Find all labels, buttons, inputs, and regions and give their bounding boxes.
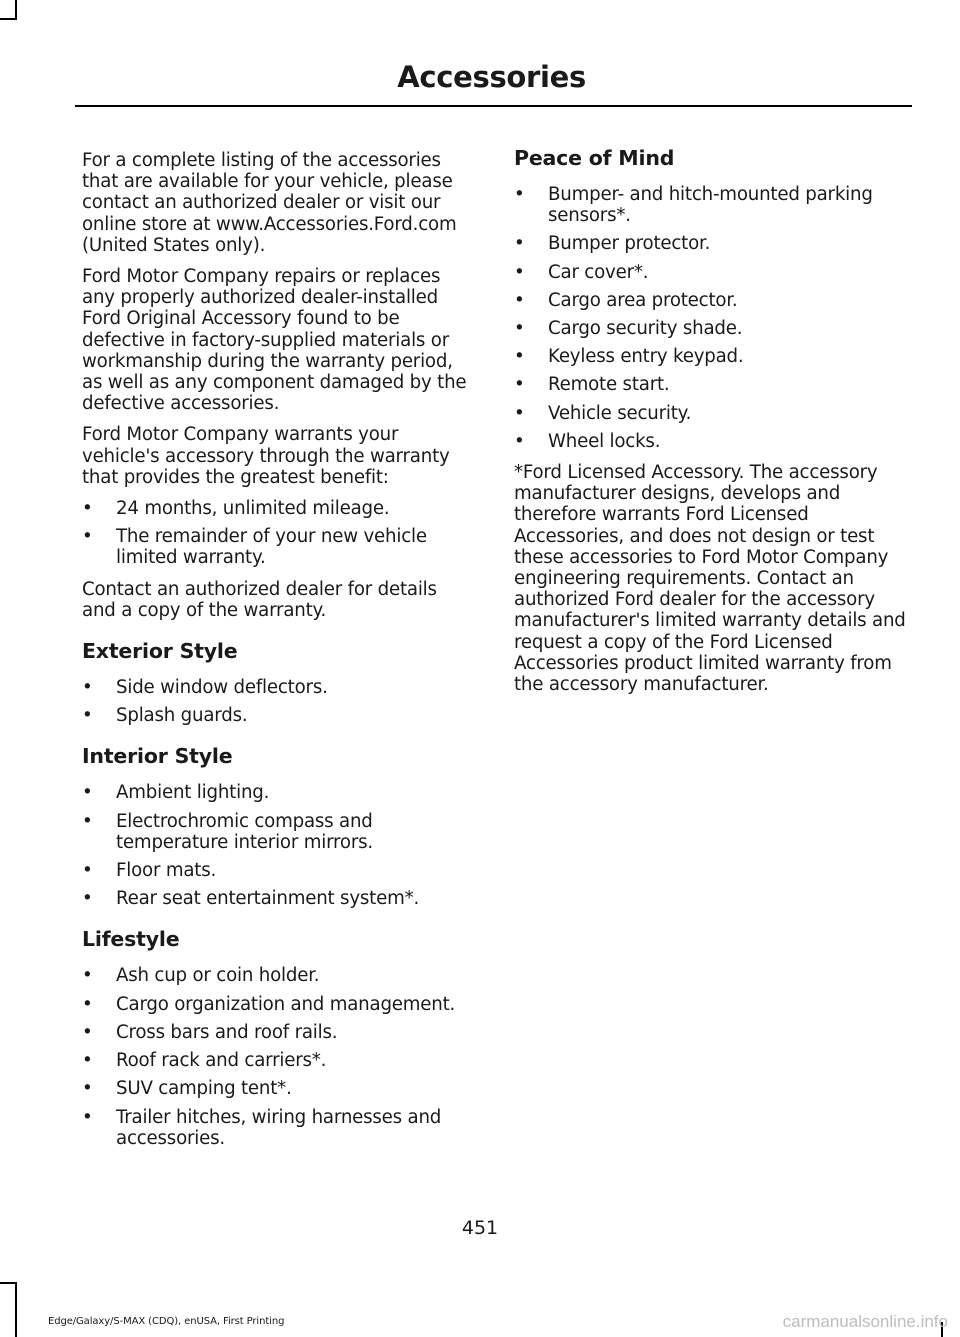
list-item: • Remote start. — [514, 374, 670, 396]
bullet: • — [82, 860, 93, 882]
bullet: • — [514, 346, 525, 368]
header-divider — [75, 105, 912, 107]
bullet: • — [82, 526, 93, 548]
bullet: • — [82, 705, 93, 727]
bullet: • — [82, 810, 93, 832]
bullet: • — [514, 261, 525, 283]
intro-paragraph: Ford Motor Company repairs or replaces any properly authorized dealer-installed Ford Original Accessory found to be defective in factory-supplied materials or workmanship during the warranty period, as well as any component damaged by the defective accessories. — [82, 266, 467, 415]
bullet: • — [82, 1078, 93, 1100]
list-item: • Cargo organization and management. — [82, 993, 456, 1015]
list-item: • Vehicle security. — [514, 402, 692, 424]
section-heading-interior: Interior Style — [82, 744, 233, 769]
crop-mark — [15, 0, 17, 20]
list-item: • Car cover*. — [514, 261, 649, 283]
bullet: • — [82, 782, 93, 804]
crop-mark — [15, 1282, 17, 1337]
list-item: • SUV camping tent*. — [82, 1078, 292, 1100]
bullet: • — [514, 289, 525, 311]
bullet: • — [82, 965, 93, 987]
list-item: • 24 months, unlimited mileage. — [82, 498, 390, 520]
bullet: • — [82, 993, 93, 1015]
lifestyle-list — [82, 965, 474, 1148]
list-item: • Electrochromic compass and temperature interior mirrors. — [82, 810, 373, 853]
exterior-list — [82, 677, 474, 726]
list-item: • Trailer hitches, wiring harnesses and accessories. — [82, 1106, 442, 1149]
left-column — [82, 150, 474, 1159]
footnote-paragraph: *Ford Licensed Accessory. The accessory manufacturer designs, develops and therefore warrants Ford Licensed Accessories, and does not design or test these accessories to Ford Motor Company engineering requirements. Contact an authorized Ford dealer for the accessory manufacturer's limited warranty details and request a copy of the Ford Licensed Accessories product limited warranty from the accessory manufacturer. — [514, 462, 906, 696]
section-heading-lifestyle: Lifestyle — [82, 927, 180, 952]
watermark: carmanualsonline.info — [782, 1312, 948, 1331]
list-item: • Cargo area protector. — [514, 289, 738, 311]
list-item: • Side window deflectors. — [82, 677, 328, 699]
list-item: • Cross bars and roof rails. — [82, 1021, 338, 1043]
crop-mark — [0, 1282, 17, 1284]
list-item: • Ash cup or coin holder. — [82, 965, 320, 987]
contact-paragraph: Contact an authorized dealer for details and a copy of the warranty. — [82, 578, 437, 621]
right-column — [514, 146, 906, 705]
intro-paragraph: For a complete listing of the accessories that are available for your vehicle, please contact an authorized dealer or visit our online store at www.Accessories.Ford.com (United States only). — [82, 150, 457, 256]
bullet: • — [514, 402, 525, 424]
bullet: • — [514, 233, 525, 255]
bullet: • — [82, 1050, 93, 1072]
crop-mark — [0, 18, 17, 20]
bullet: • — [82, 1021, 93, 1043]
edition-footer: Edge/Galaxy/S-MAX (CDQ), enUSA, First Printing — [48, 1316, 285, 1327]
interior-list — [82, 782, 474, 909]
page-number: 451 — [461, 1217, 499, 1239]
list-item: • Roof rack and carriers*. — [82, 1050, 327, 1072]
intro-paragraph: Ford Motor Company warrants your vehicle's accessory through the warranty that provides the greatest benefit: — [82, 424, 450, 488]
bullet: • — [82, 498, 93, 520]
list-item: • Rear seat entertainment system*. — [82, 888, 420, 910]
section-heading-exterior: Exterior Style — [82, 639, 238, 664]
list-item: • Cargo security shade. — [514, 318, 743, 340]
list-item: • Bumper protector. — [514, 233, 711, 255]
bullet: • — [514, 374, 525, 396]
list-item: • Wheel locks. — [514, 430, 661, 452]
peace-of-mind-list — [514, 184, 906, 452]
bullet: • — [514, 184, 525, 205]
page-title: Accessories — [397, 60, 586, 94]
list-item: • Ambient lighting. — [82, 782, 270, 804]
section-heading-peace-of-mind: Peace of Mind — [514, 146, 675, 170]
bullet: • — [82, 1106, 93, 1128]
list-item: • Bumper- and hitch-mounted parking sensors*. — [514, 184, 873, 227]
bullet: • — [514, 318, 525, 340]
bullet: • — [514, 430, 525, 452]
list-item: • Floor mats. — [82, 860, 217, 882]
list-item: • Splash guards. — [82, 705, 248, 727]
list-item: • The remainder of your new vehicle limited warranty. — [82, 526, 427, 569]
warranty-list — [82, 498, 474, 569]
bullet: • — [82, 888, 93, 910]
bullet: • — [82, 677, 93, 699]
list-item: • Keyless entry keypad. — [514, 346, 744, 368]
